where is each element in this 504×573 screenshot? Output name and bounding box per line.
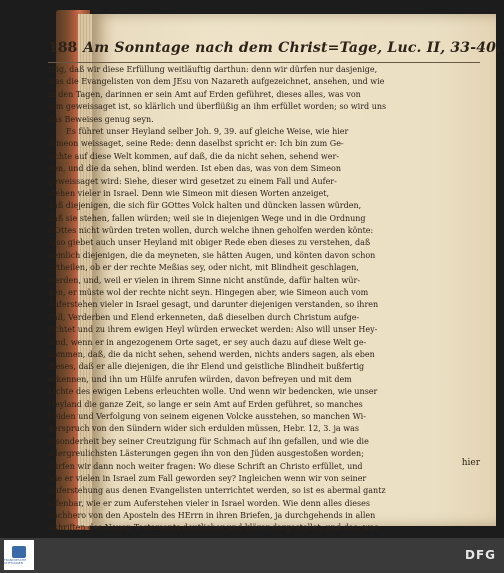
text-line: erkennen, und ihn um Hülfe anrufen würden, davon befreyen und mit dem [48, 374, 352, 384]
running-head [48, 40, 502, 62]
text-line: insonderheit bey seiner Creutzigung für Schmach auf ihn gefallen, und wie die [48, 436, 369, 446]
text-line: Leiden und Verfolgung von seinem eigenen Volcke ausstehen, so manchen Wi- [48, 411, 366, 421]
text-line: land, wenn er in angezogenem Orte saget, er sey auch dazu auf diese Welt ge- [48, 337, 367, 347]
text-line: stehen vieler in Israel. Denn wie Simeon mit diesen Worten anzeiget, [48, 188, 330, 198]
body-text [48, 64, 480, 533]
text-line: thig, daß wir diese Erfüllung weitläuftig darthun: denn wir dürfen nur dasjenige, [48, 65, 378, 74]
text-line: ihm geweissaget ist, so klärlich und überflüßig an ihm erfüllet worden; so wird uns [48, 102, 387, 112]
text-line: Auferstehen vieler in Israel gesagt, und darunter diejenigen verstanden, so ihren [48, 300, 379, 310]
text-line: Auferstehung aus denen Evangelisten unterrichtet werden, so ist es abermal gantz [48, 486, 386, 496]
running-title: Am Sonntage nach dem Christ=Tage, Luc. II, 33-40. [83, 40, 502, 56]
text-line: kommen, daß, die da nicht sehen, sehend werden, nichts anders sagen, als eben [48, 349, 375, 359]
text-line: geweissaget wird: Siehe, dieser wird gesetzet zu einem Fall und Aufer- [48, 176, 337, 186]
text-line: das Beweises genug seyn. [48, 114, 154, 124]
text-line: derspruch von den Sündern wider sich erdulden müssen, Hebr. 12, 3. ja was [48, 424, 359, 434]
text-line: in den Tagen, darinnen er sein Amt auf Erden geführet, dieses alles, was von [48, 89, 361, 99]
text-line: den, und die da sehen, blind werden. Ist eben das, was von dem Simeon [48, 164, 341, 174]
text-line: dieses, daß er alle diejenigen, die ihr Elend und geistliche Blindheit bußfertig [48, 362, 365, 372]
text-line: allergreulichsten Lästerungen gegen ihn von den Jüden ausgestoßen worden; [48, 449, 364, 459]
catchword: hier [461, 458, 480, 468]
text-line: dürfen wir dann noch weiter fragen: Wo diese Schrift an Christo erfüllet, und [48, 461, 363, 471]
text-line: daß diejenigen, die sich für GOttes Volck halten und düncken lassen würden, [48, 201, 362, 211]
text-line: Schriften des Neuen Testaments deutlicher und klärer dargestellet, und das, was [48, 523, 379, 533]
text-line: Also giebet auch unser Heyland mit obiger Rede eben dieses zu verstehen, daß [48, 238, 371, 248]
viewer-footer [0, 538, 504, 573]
text-line: den, er müste wol der rechte nicht seyn. Hingegen aber, wie Simeon auch vom [48, 288, 369, 298]
text-line: GOttes nicht würden treten wollen, durch welche ihnen geholfen werden könte: [48, 226, 374, 236]
text-line: Fall, Verderben und Elend erkenneten, daß dieselben durch Christum aufge- [48, 312, 360, 322]
dfg-logo: DFG [464, 548, 496, 562]
text-line: daß sie stehen, fallen würden; weil sie in diejenigen Wege und in die Ordnung [48, 213, 366, 223]
text-line: Lichte des ewigen Lebens erleuchten wolle. Und wenn wir bedencken, wie unser [48, 387, 378, 397]
text-line: richte auf diese Welt kommen, auf daß, die da nicht sehen, sehend wer- [48, 151, 340, 161]
text-line: werden, und, weil er vielen in ihrem Sinne nicht anstünde, dafür halten wür- [48, 275, 361, 285]
text-line: wie er vielen in Israel zum Fall geworden sey? Ingleichen wenn wir von seiner [48, 473, 367, 483]
header-rule [48, 62, 480, 63]
text-line: urtheilen, ob er der rechte Meßias sey, oder nicht, mit Blindheit geschlagen, [48, 263, 359, 273]
text-line: nachhero von den Aposteln des HErrn in ihren Briefen, ja durchgehends in allen [48, 511, 376, 521]
text-line: offenbar, wie er zum Auferstehen vieler in Israel worden. Wie denn alles dieses [48, 498, 370, 508]
page-number: 188 [48, 40, 78, 56]
text-line: nemlich diejenigen, die da meyneten, sie hätten Augen, und könten davon schon [48, 250, 376, 260]
text-line: Simeon weissaget, seine Rede: denn daselbst spricht er: Ich bin zum Ge- [48, 139, 344, 149]
text-line: Heyland die ganze Zeit, so lange er sein Amt auf Erden geführet, so manches [48, 399, 363, 409]
library-logo-text: FRANCKESCHE STIFTUNGEN [4, 557, 27, 565]
library-logo [4, 540, 34, 570]
text-line: richtet und zu ihrem ewigen Heyl würden erwecket werden: Also will unser Hey- [48, 325, 378, 335]
library-logo-mark [12, 546, 26, 558]
text-line: Es führet unser Heyland selber Joh. 9, 39. auf gleiche Weise, wie hier [66, 126, 349, 136]
text-line: was die Evangelisten von dem JEsu von Nazareth aufgezeichnet, ansehen, und wie [48, 77, 385, 87]
